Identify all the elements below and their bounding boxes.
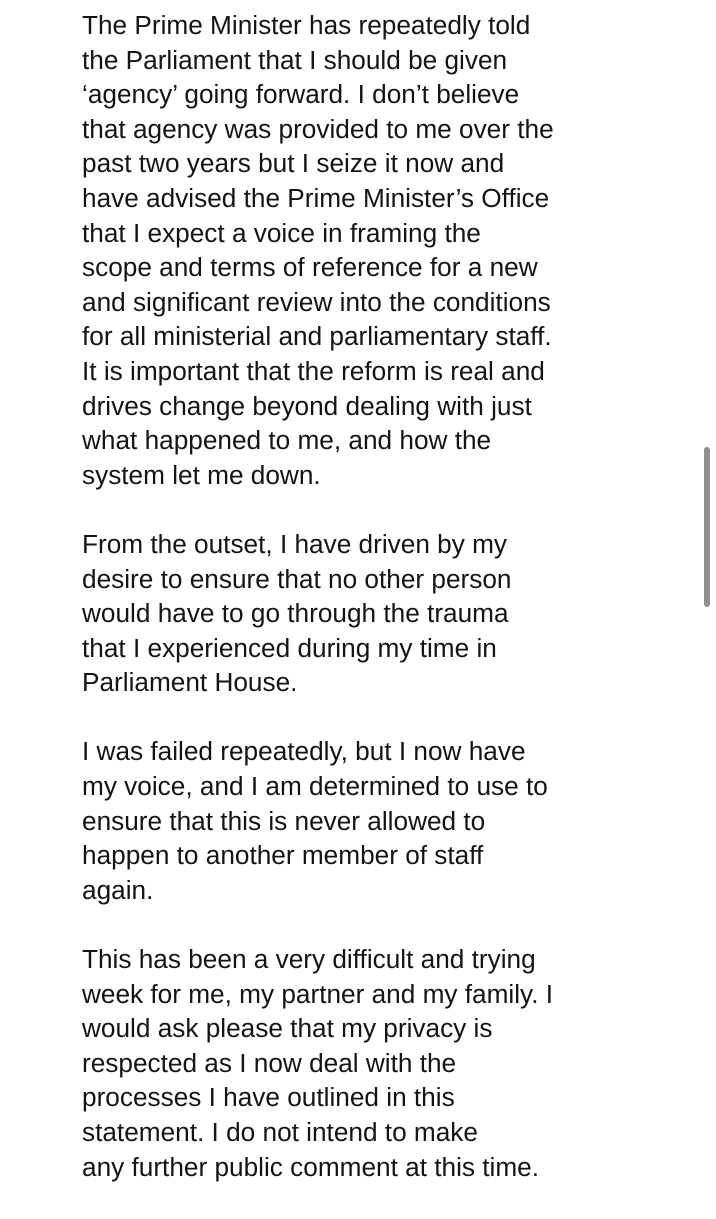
text-line: have advised the Prime Minister’s Office xyxy=(82,182,550,213)
text-line: what happened to me, and how the xyxy=(82,425,492,456)
text-line: This has been a very difficult and trying xyxy=(82,944,536,975)
paragraph-3 xyxy=(82,734,702,907)
text-line: ‘agency’ going forward. I don’t believe xyxy=(82,79,520,110)
text-line: From the outset, I have driven by my xyxy=(82,528,507,559)
text-line: that I expect a voice in framing the xyxy=(82,217,481,248)
text-line: for all ministerial and parliamentary staff. xyxy=(82,321,552,352)
text-line: I was failed repeatedly, but I now have xyxy=(82,736,526,767)
text-line: respected as I now deal with the xyxy=(82,1047,457,1078)
text-line: past two years but I seize it now and xyxy=(82,148,505,179)
text-line: ensure that this is never allowed to xyxy=(82,805,486,836)
text-line: again. xyxy=(82,874,154,905)
text-line: would have to go through the trauma xyxy=(82,598,509,629)
text-line: system let me down. xyxy=(82,459,321,490)
text-line: happen to another member of staff xyxy=(82,840,484,871)
text-line: that agency was provided to me over the xyxy=(82,113,554,144)
text-line: It is important that the reform is real and xyxy=(82,355,545,386)
paragraph-4 xyxy=(82,942,702,1184)
text-line: drives change beyond dealing with just xyxy=(82,390,532,421)
text-line: week for me, my partner and my family. I xyxy=(82,978,554,1009)
text-line: and significant review into the conditions xyxy=(82,286,551,317)
text-line: my voice, and I am determined to use to xyxy=(82,771,548,802)
text-line: scope and terms of reference for a new xyxy=(82,252,538,283)
text-line: The Prime Minister has repeatedly told xyxy=(82,10,531,40)
text-line: that I experienced during my time in xyxy=(82,632,497,663)
paragraph-1 xyxy=(82,8,702,492)
text-line: Parliament House. xyxy=(82,667,298,698)
text-line: the Parliament that I should be given xyxy=(82,44,508,75)
statement-text xyxy=(82,8,702,1219)
text-line: would ask please that my privacy is xyxy=(82,1013,493,1044)
text-line: processes I have outlined in this xyxy=(82,1082,455,1113)
paragraph-2 xyxy=(82,527,702,700)
text-line: statement. I do not intend to make xyxy=(82,1117,478,1147)
scrollbar-thumb[interactable] xyxy=(704,447,710,607)
text-line: desire to ensure that no other person xyxy=(82,563,512,594)
text-line: any further public comment at this time. xyxy=(82,1151,540,1182)
